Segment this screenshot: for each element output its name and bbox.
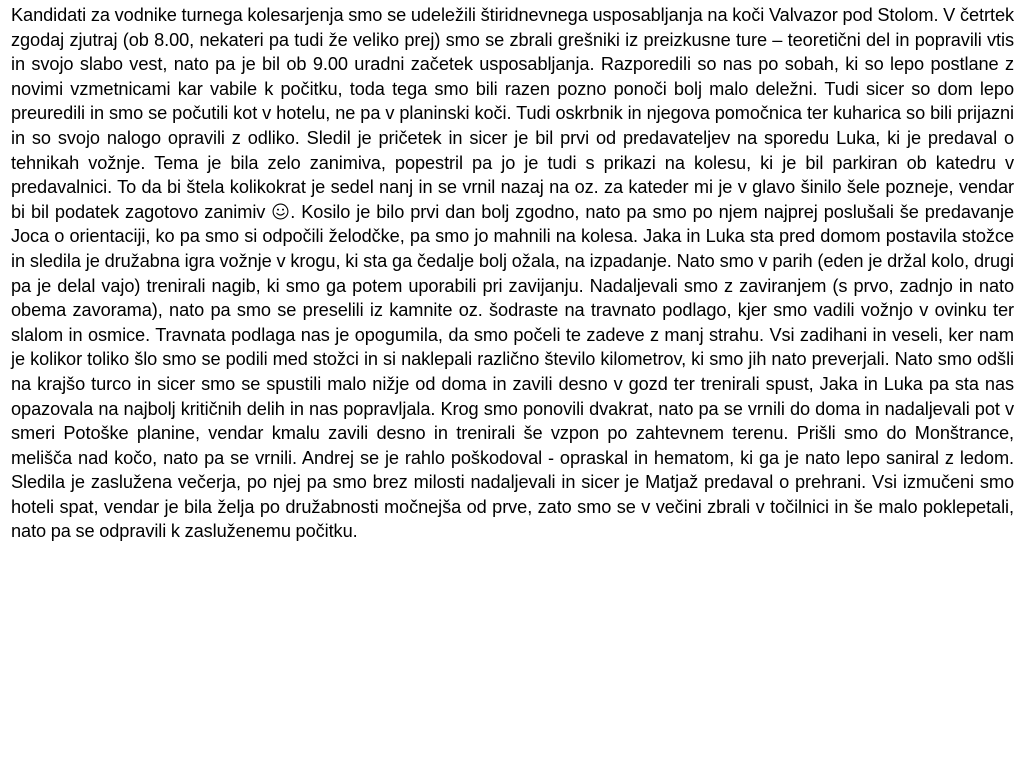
- document-page: [11, 0, 1014, 768]
- paragraph-text-part-1: Kandidati za vodnike turnega kolesarjenja smo se udeležili štiridnevnega usposabljanja na koči Valvazor pod Stolom. V četrtek zgodaj zjutraj (ob 8.00, nekateri pa tudi že veliko prej) smo se zbrali grešniki iz preizkusne ture – teoretični del in popravili vtis in svojo slabo vest, nato pa je bil ob 9.00 uradni začetek usposabljanja. Razporedili so nas po sobah, ki so lepo postlane z novimi vzmetnicami kar vabile k počitku, toda tega smo bili razen pozno ponoči bolj malo deležni. Tudi sicer so dom lepo preuredili in smo se počutili kot v hotelu, ne pa v planinski koči. Tudi oskrbnik in njegova pomočnica ter kuharica so bili prijazni in so svojo nalogo opravili z odliko. Sledil je pričetek in sicer je bil prvi od predavateljev na sporedu Luka, ki je predaval o tehnikah vožnje. Tema je bila zelo zanimiva, popestril pa jo je tudi s prikazi na kolesu, ki je bil parkiran ob katedru v predavalnici. To da bi štela kolikokrat je sedel nanj in se vrnil nazaj na oz. za kateder mi je v glavo šinilo šele pozneje, vendar bi bil podatek zagotovo zanimiv: [11, 5, 1014, 222]
- smiley-face-icon: [272, 202, 289, 219]
- paragraph-text-part-2: . Kosilo je bilo prvi dan bolj zgodno, nato pa smo po njem najprej poslušali še predavanje Joca o orientaciji, ko pa smo si odpočili želodčke, pa smo jo mahnili na kolesa. Jaka in Luka sta pred domom postavila stožce in sledila je družabna igra vožnje v krogu, ki sta ga čedalje bolj ožala, na izpadanje. Nato smo v parih (eden je držal kolo, drugi pa je delal vajo) trenirali nagib, ki smo ga potem uporabili pri zavijanju. Nadaljevali smo z zaviranjem (s prvo, zadnjo in nato obema zavorama), nato pa smo se preselili iz kamnite oz. šodraste na travnato podlago, kjer smo vadili vožnjo v ovinku ter slalom in osmice. Travnata podlaga nas je opogumila, da smo počeli te zadeve z manj strahu. Vsi zadihani in veseli, ker nam je kolikor toliko šlo smo se podili med stožci in si naklepali različno število kilometrov, ki smo jih nato preverjali. Nato smo odšli na krajšo turco in sicer smo se spustili malo nižje od doma in zavili desno v gozd ter trenirali spust, Jaka in Luka pa sta nas opazovala na najbolj kritičnih delih in nas popravljala. Krog smo ponovili dvakrat, nato pa se vrnili do doma in nadaljevali pot v smeri Potoške planine, vendar kmalu zavili desno in trenirali še vzpon po zahtevnem terenu. Prišli smo do Monštrance, melišča nad kočo, nato pa se vrnili. Andrej se je rahlo poškodoval - opraskal in hematom, ki ga je nato lepo saniral z ledom. Sledila je zaslužena večerja, po njej pa smo brez milosti nadaljevali in sicer je Matjaž predaval o prehrani. Vsi izmučeni smo hoteli spat, vendar je bila želja po družabnosti močnejša od prve, zato smo se v večini zbrali v točilnici in še malo poklepetali, nato pa se odpravili k zasluženemu počitku.: [11, 201, 1014, 542]
- body-paragraph: [11, 0, 1014, 544]
